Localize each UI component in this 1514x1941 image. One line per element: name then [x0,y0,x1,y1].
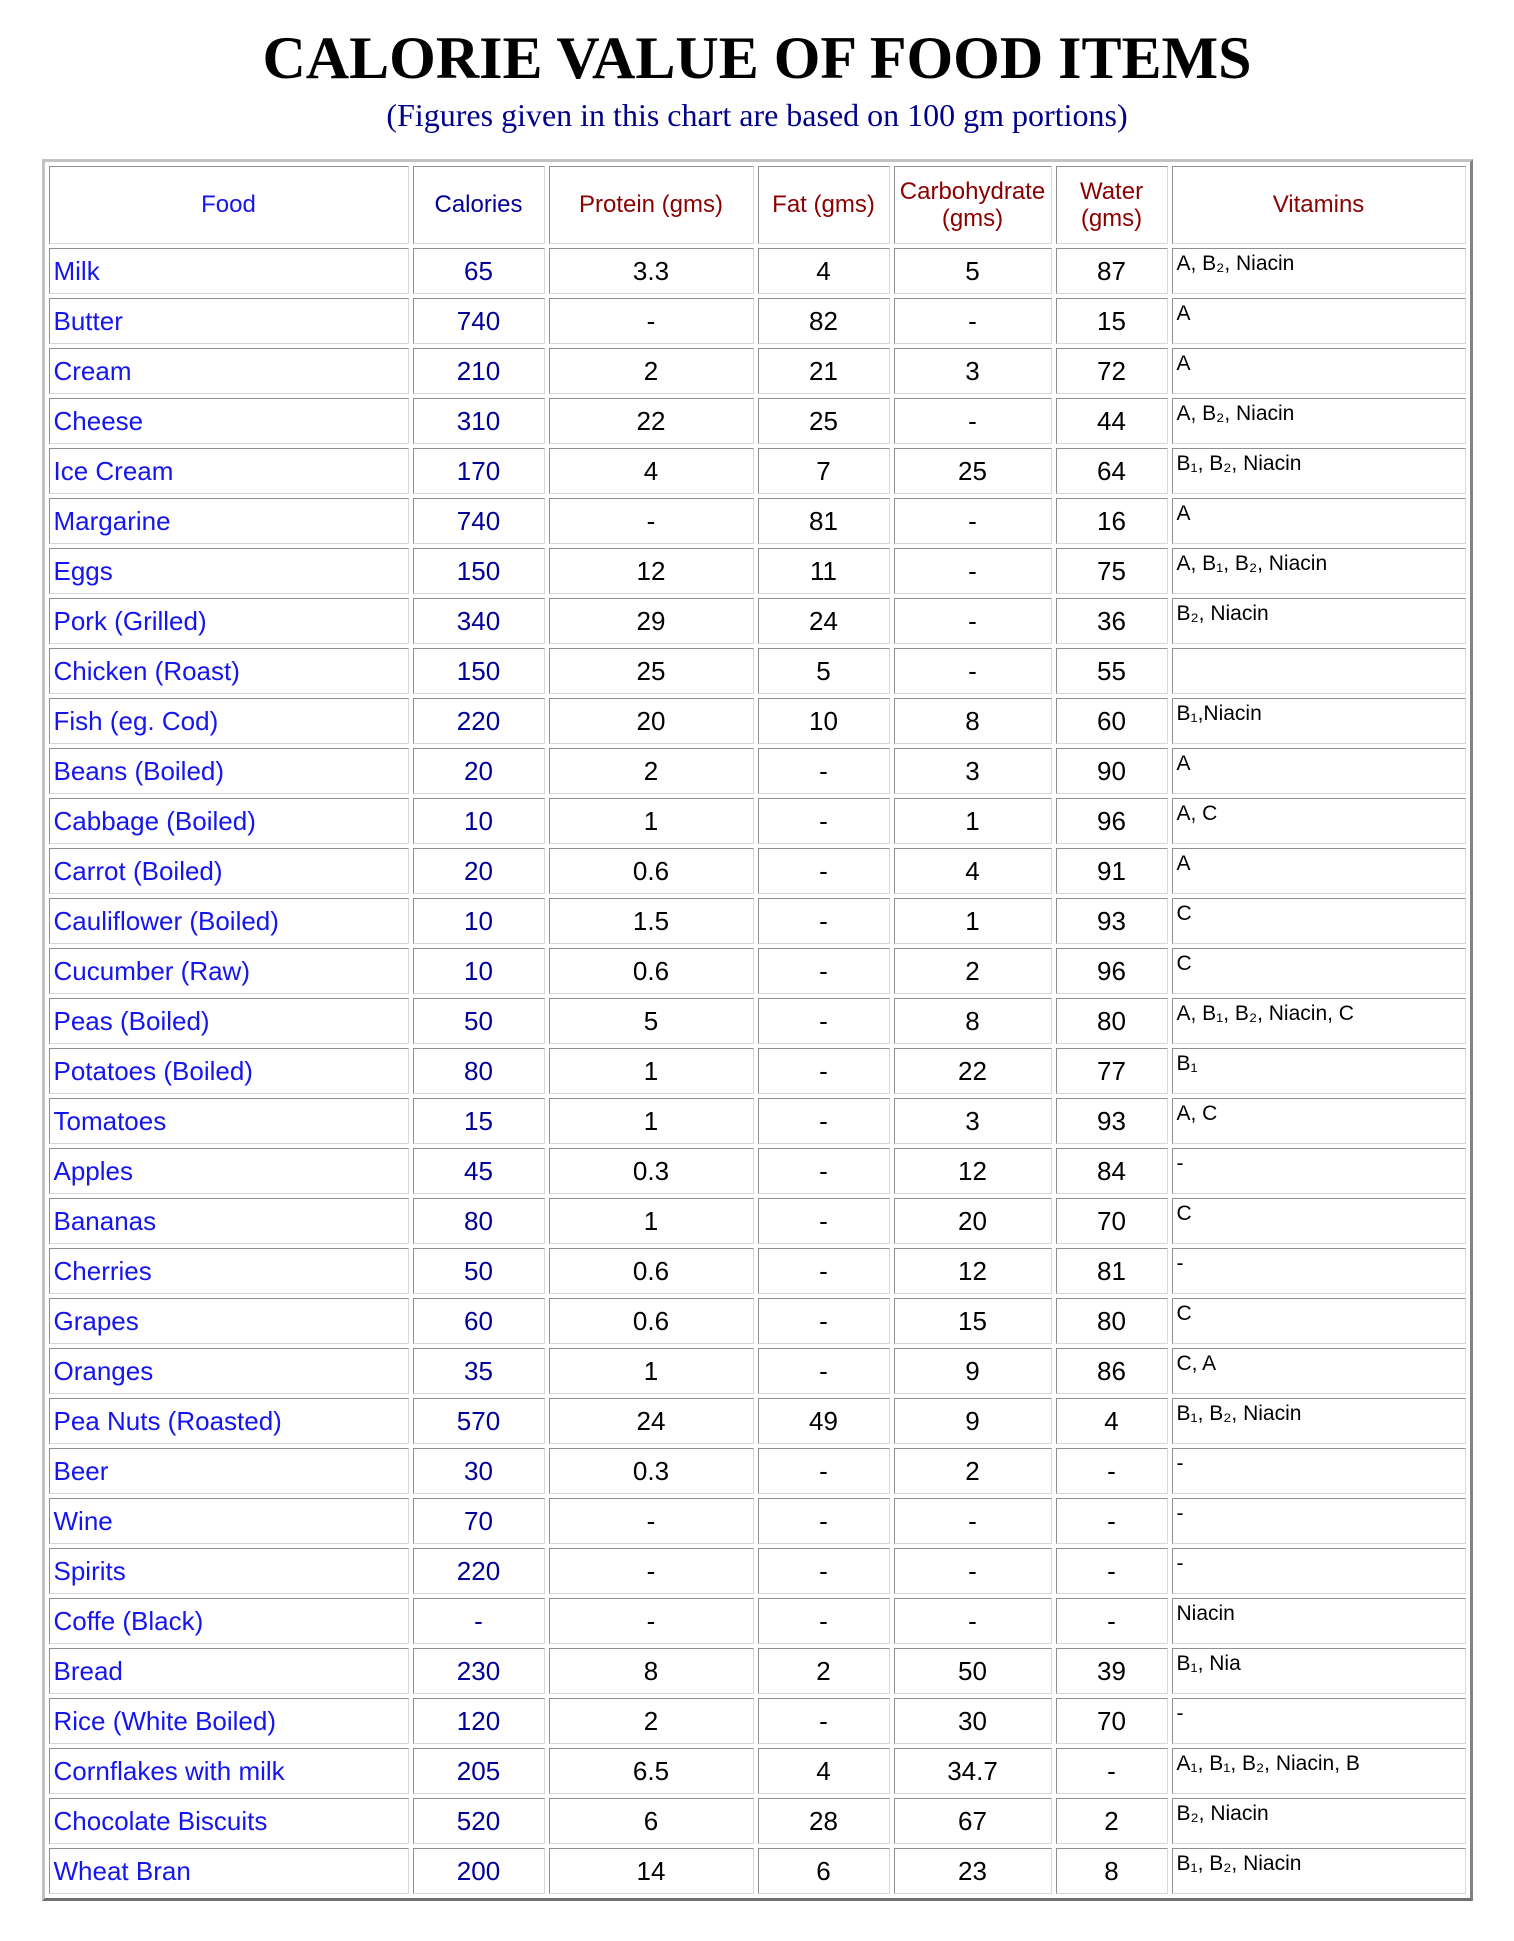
water-cell: 84 [1056,1148,1168,1194]
fat-cell: 7 [758,448,890,494]
carbohydrate-cell: 25 [894,448,1052,494]
protein-cell: 1 [549,798,754,844]
fat-cell: - [758,1198,890,1244]
food-cell: Oranges [49,1348,409,1394]
water-cell: 44 [1056,398,1168,444]
water-cell: 60 [1056,698,1168,744]
table-row [49,1298,1466,1344]
table-row [49,1598,1466,1644]
fat-cell: - [758,1298,890,1344]
fat-cell: 11 [758,548,890,594]
table-row [49,448,1466,494]
calories-cell: 65 [413,248,545,294]
fat-cell: 10 [758,698,890,744]
fat-cell: 49 [758,1398,890,1444]
food-cell: Bananas [49,1198,409,1244]
table-row [49,1498,1466,1544]
food-cell: Eggs [49,548,409,594]
table-body [49,248,1466,1894]
fat-cell: 6 [758,1848,890,1894]
food-cell: Tomatoes [49,1098,409,1144]
column-header-protein: Protein (gms) [549,166,754,244]
protein-cell: - [549,298,754,344]
protein-cell: 2 [549,748,754,794]
vitamins-cell: C [1172,898,1466,944]
table-row [49,548,1466,594]
protein-cell: 0.6 [549,848,754,894]
protein-cell: 6 [549,1798,754,1844]
fat-cell: 25 [758,398,890,444]
table-row [49,1198,1466,1244]
carbohydrate-cell: 20 [894,1198,1052,1244]
vitamins-cell: A₁, B₁, B₂, Niacin, B [1172,1748,1466,1794]
carbohydrate-cell: - [894,398,1052,444]
table-row [49,1748,1466,1794]
calories-cell: 80 [413,1198,545,1244]
water-cell: 64 [1056,448,1168,494]
protein-cell: 1 [549,1348,754,1394]
food-cell: Coffe (Black) [49,1598,409,1644]
calories-cell: 220 [413,1548,545,1594]
calories-cell: 230 [413,1648,545,1694]
carbohydrate-cell: 4 [894,848,1052,894]
calories-cell: 20 [413,848,545,894]
table-row [49,1848,1466,1894]
carbohydrate-cell: 3 [894,748,1052,794]
fat-cell: 4 [758,1748,890,1794]
calories-cell: 35 [413,1348,545,1394]
food-cell: Chocolate Biscuits [49,1798,409,1844]
table-row [49,1148,1466,1194]
carbohydrate-cell: 8 [894,998,1052,1044]
calories-cell: 205 [413,1748,545,1794]
food-cell: Beer [49,1448,409,1494]
food-cell: Cornflakes with milk [49,1748,409,1794]
calories-cell: 220 [413,698,545,744]
fat-cell: 5 [758,648,890,694]
carbohydrate-cell: 34.7 [894,1748,1052,1794]
table-row [49,1798,1466,1844]
table-row [49,1098,1466,1144]
page-subtitle: (Figures given in this chart are based on 100 gm portions) [386,97,1128,133]
calories-cell: 200 [413,1848,545,1894]
fat-cell: 4 [758,248,890,294]
fat-cell: - [758,1098,890,1144]
vitamins-cell: A [1172,748,1466,794]
calories-cell: 10 [413,948,545,994]
food-cell: Margarine [49,498,409,544]
vitamins-cell: C [1172,1198,1466,1244]
water-cell: 86 [1056,1348,1168,1394]
calories-cell: 520 [413,1798,545,1844]
calories-cell: 50 [413,1248,545,1294]
vitamins-cell: B₁, B₂, Niacin [1172,1848,1466,1894]
column-header-fat: Fat (gms) [758,166,890,244]
protein-cell: 20 [549,698,754,744]
table-row [49,798,1466,844]
fat-cell: - [758,848,890,894]
protein-cell: 14 [549,1848,754,1894]
carbohydrate-cell: 1 [894,798,1052,844]
water-cell: - [1056,1748,1168,1794]
protein-cell: 0.6 [549,948,754,994]
carbohydrate-cell: 15 [894,1298,1052,1344]
table-row [49,1248,1466,1294]
page [0,25,1514,1901]
table-row [49,1048,1466,1094]
calories-cell: 50 [413,998,545,1044]
table-row [49,898,1466,944]
fat-cell: - [758,1048,890,1094]
protein-cell: 0.6 [549,1298,754,1344]
food-cell: Cauliflower (Boiled) [49,898,409,944]
water-cell: 15 [1056,298,1168,344]
water-cell: 36 [1056,598,1168,644]
calories-cell: 740 [413,498,545,544]
water-cell: 16 [1056,498,1168,544]
calories-cell: 15 [413,1098,545,1144]
vitamins-cell: A, B₁, B₂, Niacin [1172,548,1466,594]
vitamins-cell: B₁,Niacin [1172,698,1466,744]
page-title: CALORIE VALUE OF FOOD ITEMS [262,25,1252,91]
carbohydrate-cell: 9 [894,1348,1052,1394]
table-row [49,1348,1466,1394]
carbohydrate-cell: - [894,1598,1052,1644]
table-row [49,748,1466,794]
protein-cell: 12 [549,548,754,594]
table-row [49,1398,1466,1444]
fat-cell: - [758,1698,890,1744]
carbohydrate-cell: - [894,298,1052,344]
vitamins-cell: B₂, Niacin [1172,598,1466,644]
food-cell: Beans (Boiled) [49,748,409,794]
protein-cell: 8 [549,1648,754,1694]
food-cell: Fish (eg. Cod) [49,698,409,744]
vitamins-cell: A, B₁, B₂, Niacin, C [1172,998,1466,1044]
carbohydrate-cell: 22 [894,1048,1052,1094]
column-header-food: Food [49,166,409,244]
vitamins-cell [1172,648,1466,694]
vitamins-cell: B₁ [1172,1048,1466,1094]
vitamins-cell: A, C [1172,1098,1466,1144]
carbohydrate-cell: 2 [894,1448,1052,1494]
water-cell: 80 [1056,998,1168,1044]
water-cell: 81 [1056,1248,1168,1294]
water-cell: - [1056,1598,1168,1644]
food-cell: Potatoes (Boiled) [49,1048,409,1094]
protein-cell: 0.3 [549,1448,754,1494]
vitamins-cell: A [1172,348,1466,394]
carbohydrate-cell: 2 [894,948,1052,994]
fat-cell: - [758,1248,890,1294]
calories-cell: 740 [413,298,545,344]
carbohydrate-cell: - [894,598,1052,644]
fat-cell: 28 [758,1798,890,1844]
food-cell: Wheat Bran [49,1848,409,1894]
fat-cell: - [758,1148,890,1194]
table-row [49,598,1466,644]
water-cell: 93 [1056,1098,1168,1144]
calories-cell: 70 [413,1498,545,1544]
vitamins-cell: - [1172,1248,1466,1294]
column-header-carbohydrate: Carbohydrate (gms) [894,166,1052,244]
food-cell: Cucumber (Raw) [49,948,409,994]
calories-cell: 340 [413,598,545,644]
water-cell: - [1056,1448,1168,1494]
protein-cell: 1.5 [549,898,754,944]
protein-cell: - [549,1548,754,1594]
protein-cell: 6.5 [549,1748,754,1794]
calories-cell: 170 [413,448,545,494]
protein-cell: 22 [549,398,754,444]
calories-cell: 570 [413,1398,545,1444]
water-cell: - [1056,1498,1168,1544]
water-cell: 70 [1056,1698,1168,1744]
table-row [49,298,1466,344]
carbohydrate-cell: - [894,1548,1052,1594]
calories-cell: 20 [413,748,545,794]
calories-cell: 45 [413,1148,545,1194]
food-cell: Wine [49,1498,409,1544]
carbohydrate-cell: 1 [894,898,1052,944]
food-cell: Rice (White Boiled) [49,1698,409,1744]
fat-cell: - [758,1448,890,1494]
protein-cell: 1 [549,1098,754,1144]
fat-cell: - [758,748,890,794]
fat-cell: - [758,1498,890,1544]
fat-cell: - [758,798,890,844]
food-cell: Grapes [49,1298,409,1344]
water-cell: 87 [1056,248,1168,294]
water-cell: 93 [1056,898,1168,944]
water-cell: 70 [1056,1198,1168,1244]
calories-cell: 210 [413,348,545,394]
calorie-table [42,159,1473,1901]
food-cell: Cherries [49,1248,409,1294]
table-row [49,1698,1466,1744]
carbohydrate-cell: 9 [894,1398,1052,1444]
food-cell: Butter [49,298,409,344]
fat-cell: 21 [758,348,890,394]
protein-cell: 4 [549,448,754,494]
protein-cell: 24 [549,1398,754,1444]
carbohydrate-cell: 30 [894,1698,1052,1744]
carbohydrate-cell: 5 [894,248,1052,294]
vitamins-cell: B₁, Nia [1172,1648,1466,1694]
table-row [49,948,1466,994]
protein-cell: 1 [549,1048,754,1094]
table-row [49,248,1466,294]
fat-cell: - [758,1348,890,1394]
vitamins-cell: Niacin [1172,1598,1466,1644]
table-row [49,1648,1466,1694]
water-cell: 8 [1056,1848,1168,1894]
vitamins-cell: - [1172,1498,1466,1544]
table-row [49,698,1466,744]
protein-cell: 5 [549,998,754,1044]
water-cell: 77 [1056,1048,1168,1094]
calories-cell: 120 [413,1698,545,1744]
food-cell: Cheese [49,398,409,444]
carbohydrate-cell: 12 [894,1248,1052,1294]
food-cell: Pea Nuts (Roasted) [49,1398,409,1444]
calories-cell: 310 [413,398,545,444]
table-row [49,398,1466,444]
vitamins-cell: - [1172,1448,1466,1494]
fat-cell: - [758,998,890,1044]
protein-cell: 0.6 [549,1248,754,1294]
water-cell: - [1056,1548,1168,1594]
table-row [49,498,1466,544]
food-cell: Carrot (Boiled) [49,848,409,894]
column-header-vitamins: Vitamins [1172,166,1466,244]
protein-cell: 25 [549,648,754,694]
page-header [0,25,1514,133]
protein-cell: 29 [549,598,754,644]
table-row [49,648,1466,694]
water-cell: 96 [1056,948,1168,994]
protein-cell: - [549,498,754,544]
vitamins-cell: C [1172,948,1466,994]
protein-cell: - [549,1498,754,1544]
fat-cell: 24 [758,598,890,644]
table-row [49,998,1466,1044]
vitamins-cell: B₁, B₂, Niacin [1172,1398,1466,1444]
water-cell: 55 [1056,648,1168,694]
calories-cell: 150 [413,548,545,594]
carbohydrate-cell: 3 [894,348,1052,394]
carbohydrate-cell: - [894,1498,1052,1544]
food-cell: Cream [49,348,409,394]
food-cell: Peas (Boiled) [49,998,409,1044]
water-cell: 96 [1056,798,1168,844]
calories-cell: 10 [413,798,545,844]
protein-cell: - [549,1598,754,1644]
column-header-calories: Calories [413,166,545,244]
water-cell: 75 [1056,548,1168,594]
carbohydrate-cell: - [894,548,1052,594]
vitamins-cell: - [1172,1148,1466,1194]
vitamins-cell: A, B₂, Niacin [1172,248,1466,294]
fat-cell: 81 [758,498,890,544]
food-cell: Chicken (Roast) [49,648,409,694]
vitamins-cell: A [1172,298,1466,344]
protein-cell: 2 [549,1698,754,1744]
vitamins-cell: - [1172,1698,1466,1744]
table-row [49,848,1466,894]
table-row [49,1548,1466,1594]
fat-cell: - [758,948,890,994]
water-cell: 91 [1056,848,1168,894]
carbohydrate-cell: 8 [894,698,1052,744]
protein-cell: 1 [549,1198,754,1244]
vitamins-cell: C, A [1172,1348,1466,1394]
carbohydrate-cell: - [894,498,1052,544]
food-cell: Apples [49,1148,409,1194]
calories-cell: 60 [413,1298,545,1344]
vitamins-cell: A, C [1172,798,1466,844]
calories-cell: 30 [413,1448,545,1494]
fat-cell: 82 [758,298,890,344]
water-cell: 4 [1056,1398,1168,1444]
header-row [49,166,1466,244]
carbohydrate-cell: - [894,648,1052,694]
food-cell: Cabbage (Boiled) [49,798,409,844]
calories-cell: 80 [413,1048,545,1094]
food-cell: Spirits [49,1548,409,1594]
water-cell: 80 [1056,1298,1168,1344]
fat-cell: 2 [758,1648,890,1694]
protein-cell: 0.3 [549,1148,754,1194]
table-row [49,1448,1466,1494]
protein-cell: 2 [549,348,754,394]
vitamins-cell: A [1172,498,1466,544]
food-cell: Ice Cream [49,448,409,494]
carbohydrate-cell: 3 [894,1098,1052,1144]
calories-cell: 10 [413,898,545,944]
vitamins-cell: A [1172,848,1466,894]
protein-cell: 3.3 [549,248,754,294]
vitamins-cell: B₂, Niacin [1172,1798,1466,1844]
vitamins-cell: - [1172,1548,1466,1594]
vitamins-cell: B₁, B₂, Niacin [1172,448,1466,494]
water-cell: 72 [1056,348,1168,394]
carbohydrate-cell: 12 [894,1148,1052,1194]
food-cell: Bread [49,1648,409,1694]
carbohydrate-cell: 23 [894,1848,1052,1894]
calories-cell: 150 [413,648,545,694]
food-cell: Pork (Grilled) [49,598,409,644]
column-header-water: Water (gms) [1056,166,1168,244]
fat-cell: - [758,1598,890,1644]
carbohydrate-cell: 50 [894,1648,1052,1694]
water-cell: 90 [1056,748,1168,794]
fat-cell: - [758,1548,890,1594]
vitamins-cell: C [1172,1298,1466,1344]
table-row [49,348,1466,394]
food-cell: Milk [49,248,409,294]
water-cell: 2 [1056,1798,1168,1844]
vitamins-cell: A, B₂, Niacin [1172,398,1466,444]
water-cell: 39 [1056,1648,1168,1694]
calories-cell: - [413,1598,545,1644]
fat-cell: - [758,898,890,944]
carbohydrate-cell: 67 [894,1798,1052,1844]
